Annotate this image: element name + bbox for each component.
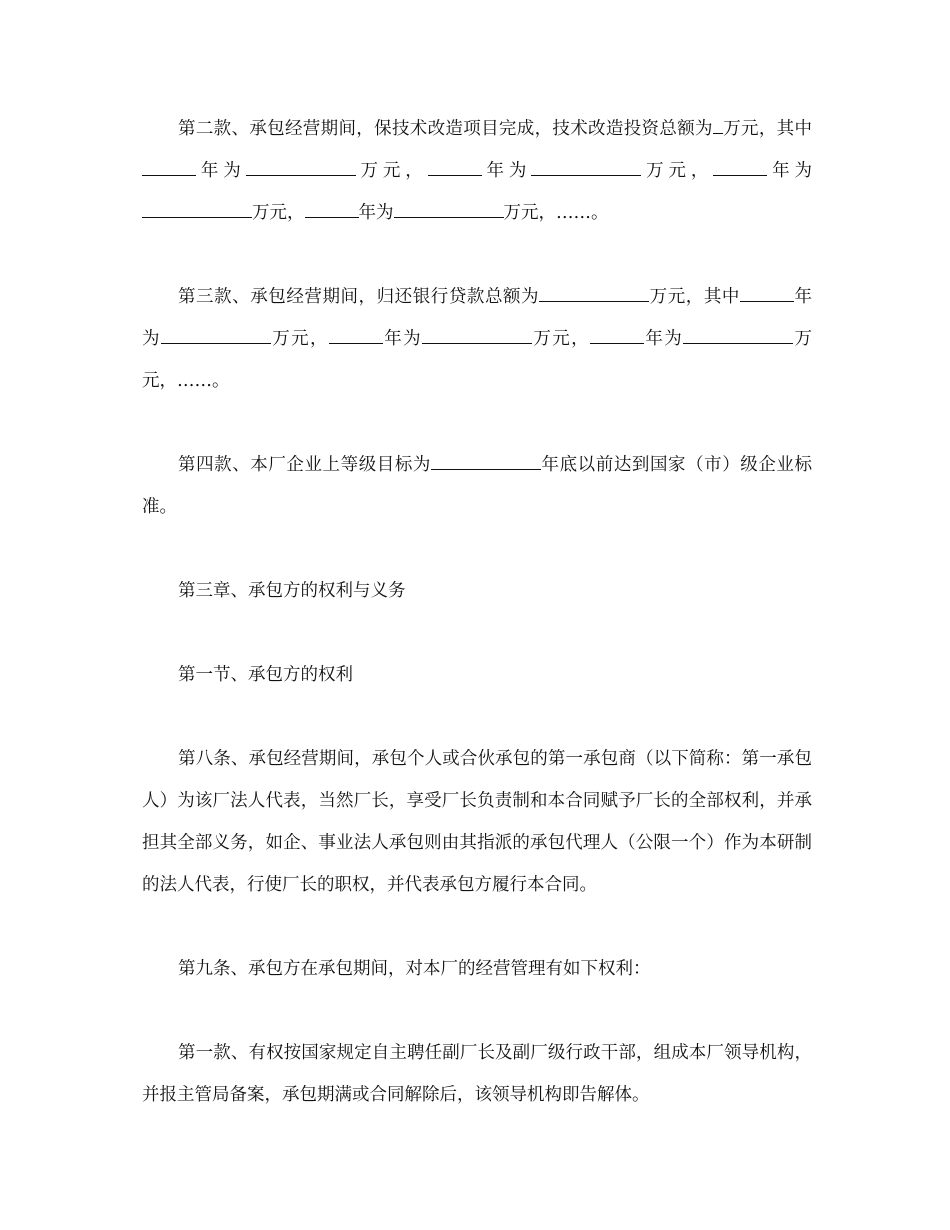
fill-blank bbox=[422, 325, 532, 344]
fill-blank bbox=[740, 283, 794, 302]
fill-blank bbox=[142, 157, 196, 176]
document-page bbox=[142, 108, 812, 1116]
fill-blank bbox=[161, 325, 271, 344]
fill-blank bbox=[539, 283, 649, 302]
fill-blank bbox=[329, 325, 383, 344]
fill-blank bbox=[394, 199, 504, 218]
fill-blank bbox=[713, 157, 767, 176]
fill-blank bbox=[713, 115, 723, 134]
article-eight: 第八条、承包经营期间，承包个人或合伙承包的第一承包商（以下简称：第一承包人）为该厂法人代表，当然厂长，享受厂长负责制和本合同赋予厂长的全部权利，并承担其全部义务，如企、事业法人承包则由其指派的承包代理人（公限一个）作为本研制的法人代表，行使厂长的职权，并代表承包方履行本合同。 bbox=[142, 749, 812, 895]
paragraph-tech-investment: 第二款、承包经营期间，保技术改造项目完成，技术改造投资总额为 万元，其中年为 万元， 年为 万元， 年为万元， 年为 万元，……。 bbox=[142, 108, 812, 234]
fill-blank bbox=[431, 451, 541, 470]
fill-blank bbox=[590, 325, 644, 344]
fill-blank bbox=[142, 199, 252, 218]
fill-blank bbox=[531, 157, 641, 176]
article-nine: 第九条、承包方在承包期间，对本厂的经营管理有如下权利： bbox=[178, 959, 651, 979]
section-heading: 第一节、承包方的权利 bbox=[178, 665, 353, 685]
clause-one: 第一款、有权按国家规定自主聘任副厂长及副厂级行政干部，组成本厂领导机构，并报主管局备案，承包期满或合同解除后，该领导机构即告解体。 bbox=[142, 1043, 812, 1105]
fill-blank bbox=[428, 157, 482, 176]
fill-blank bbox=[683, 325, 793, 344]
chapter-heading: 第三章、承包方的权利与义务 bbox=[178, 581, 406, 601]
paragraph-loan-repayment: 第三款、承包经营期间，归还银行贷款总额为 万元，其中 年为 万元， 年为 万元， 年为 万元，……。 bbox=[142, 276, 812, 402]
fill-blank bbox=[246, 157, 356, 176]
fill-blank bbox=[305, 199, 359, 218]
paragraph-grade-target: 第四款、本厂企业上等级目标为 年底以前达到国家（市）级企业标准。 bbox=[142, 444, 812, 528]
